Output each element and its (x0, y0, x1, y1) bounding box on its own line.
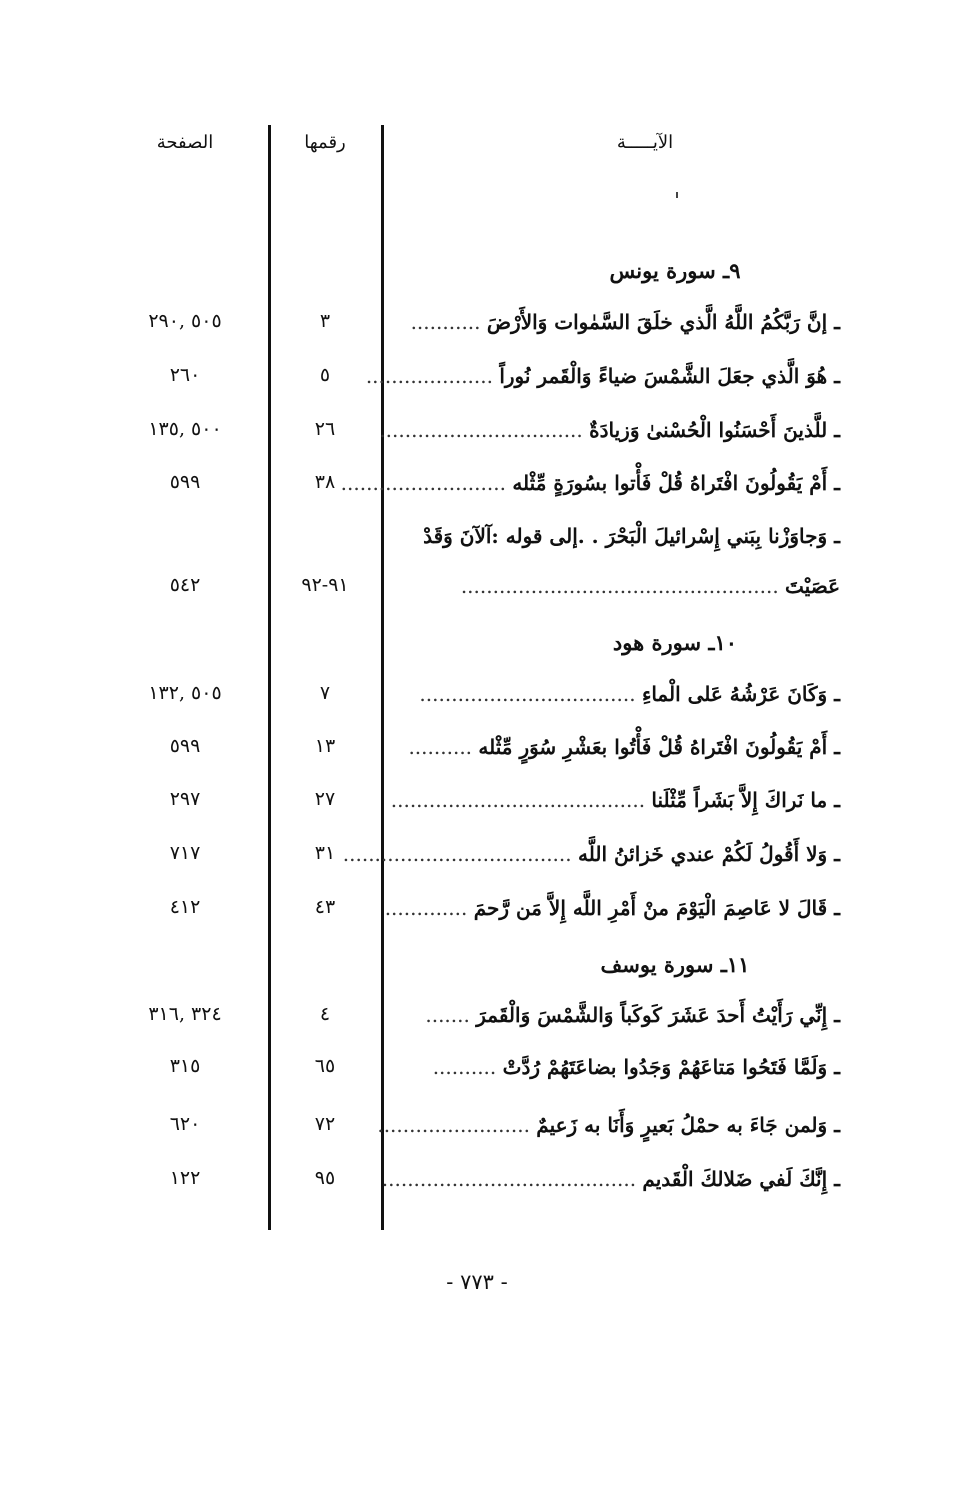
ayah-number: ٣١ (314, 842, 336, 864)
header-page: الصفحة (156, 132, 214, 153)
page-ref: ٢٩٧ (169, 788, 201, 810)
ayah-text: ـ للَّذينَ أَحْسَنُوا الْحُسْنىٰ وَزيادَةٌ ................................ (379, 418, 840, 442)
ayah-number: ٤٣ (314, 896, 336, 918)
page-ref: ٥٠٥ ,٢٩٠ (148, 310, 222, 332)
header-ayah: الآيـــــة (616, 132, 674, 153)
ayah-text: ـ وَجاوَزْنا بِبَني إِسْرائيلَ الْبَحْرَ . .إلى قوله :آلآنَ وَقَدْ (423, 524, 840, 548)
ayah-number: ٢٦ (314, 418, 336, 440)
ayah-number: ٣ (319, 310, 331, 332)
page-ref: ٧١٧ (169, 842, 201, 864)
ayah-number: ٩١-٩٢ (301, 574, 349, 596)
ayah-text: ـ إِنَّكَ لَفي ضَلالكَ الْقَديم ........................................ (381, 1167, 840, 1191)
ayah-number: ١٣ (314, 735, 336, 757)
ayah-number: ٤ (319, 1003, 331, 1025)
page-ref: ١٢٢ (169, 1167, 201, 1189)
surah-title: ١١ـ سورة يوسف (600, 952, 750, 977)
ayah-text: ـ وَلا أَقُولُ لَكُمْ عندي خَزائنُ اللَّه .................................... (342, 842, 840, 866)
ayah-number: ٧ (319, 682, 331, 704)
page-ref: ٥٩٩ (169, 471, 201, 493)
ayah-number: ٥ (319, 364, 331, 386)
page-number: - ٧٧٣ - (446, 1270, 508, 1294)
surah-title: ١٠ـ سورة هود (612, 630, 738, 655)
ayah-number: ٩٥ (314, 1167, 336, 1189)
page-ref: ٥٠٥ ,١٣٢ (148, 682, 222, 704)
ayah-number: ٢٧ (314, 788, 336, 810)
ayah-text: ـ وَلمن جَاءَ به حمْلُ بَعيرٍ وَأَنَا به زَعيمٌ ........................ (377, 1113, 840, 1137)
page-ref: ٣٢٤ ,٣١٦ (148, 1003, 222, 1025)
page-ref: ٣١٥ (169, 1055, 201, 1077)
ayah-text: ـ وَكَانَ عَرْشُهُ عَلى الْماءِ .................................. (419, 682, 840, 706)
page-ref: ٢٦٠ (169, 364, 201, 386)
page-ref: ٥٤٢ (169, 574, 201, 596)
header-number: رقمها (304, 132, 346, 153)
ayah-text: ـ إنَّ رَبَّكُمُ اللَّهُ الَّذي خلَقَ السَّمٰوات وَالأَرْضَ ........... (410, 310, 840, 334)
ayah-number: ٧٢ (314, 1113, 336, 1135)
page-ref: ٦٢٠ (169, 1113, 201, 1135)
ayah-text: ـ إِنِّي رَأَيْتُ أَحدَ عَشَرَ كَوكَباً وَالشَّمْسَ وَالْقَمرَ ....... (425, 1003, 840, 1027)
column-divider-left (268, 125, 271, 1230)
tick-mark (676, 192, 678, 198)
ayah-number: ٦٥ (314, 1055, 336, 1077)
surah-title: ٩ـ سورة يونس (609, 258, 741, 283)
column-divider-right (381, 125, 384, 1230)
ayah-text: ـ هُوَ الَّذي جعَلَ الشَّمْسَ ضياءً وَالْقَمر نُوراً .................... (365, 364, 840, 388)
ayah-text: ـ ما نَراكَ إِلاَّ بَشَراً مِّثْلَنا ........................................ (390, 788, 840, 812)
ayah-text: عَصَيْتَ .................................................. (460, 574, 840, 598)
page-ref: ٥٩٩ (169, 735, 201, 757)
ayah-text: ـ أَمْ يَقُولُونَ افْتَراهُ قُلْ فَأْتُوا بعَشْرِ سُوَرٍ مِّثْله .......... (408, 735, 840, 759)
ayah-text: ـ وَلَمَّا فَتَحُوا مَتاعَهُمْ وَجَدُوا بضاعَتَهُمْ رُدَّتْ .......... (432, 1055, 840, 1079)
ayah-text: ـ أَمْ يَقُولُونَ افْتَراهُ قُلْ فَأْتوا بسُورَةٍ مِّثْله .......................... (340, 471, 840, 495)
ayah-text: ـ قَالَ لا عَاصِمَ الْيَوْمَ منْ أَمْرِ اللَّه إِلاَّ مَن رَّحمَ ............. (384, 896, 840, 920)
page-ref: ٤١٢ (169, 896, 201, 918)
page-ref: ٥٠٠ ,١٣٥ (148, 418, 222, 440)
ayah-number: ٣٨ (314, 471, 336, 493)
